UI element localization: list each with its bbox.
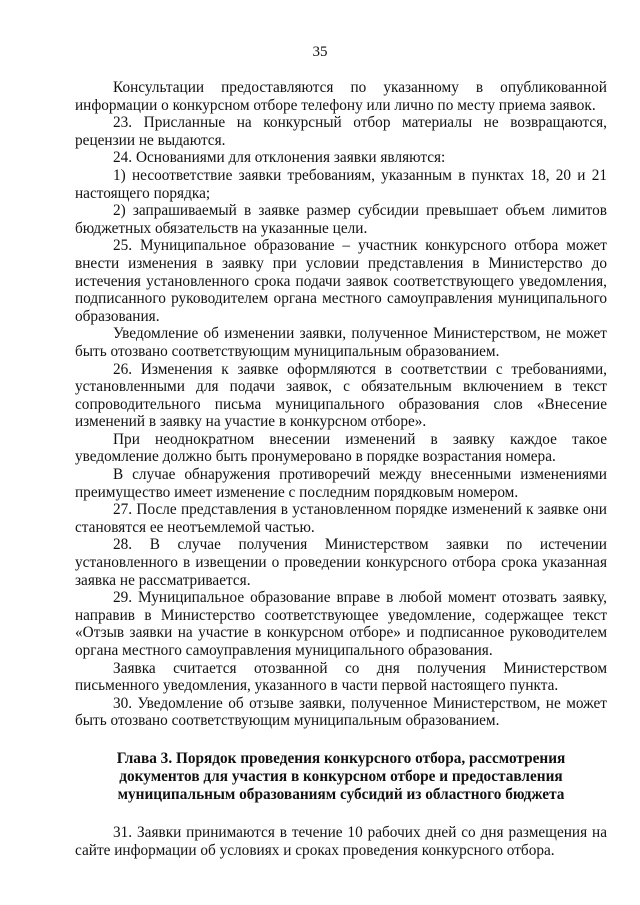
paragraph: 24. Основаниями для отклонения заявки являются: (113, 149, 446, 167)
paragraph: 29. Муниципальное образование вправе в любой момент отозвать заявку, направив в Министерство соответствующее уведомление, содержащее текст «Отзыв заявки на участие в конкурсном отборе» и подписанное руководителем органа местного самоуправления муниципального образования. (75, 589, 607, 659)
paragraph: 23. Присланные на конкурсный отбор материалы не возвращаются, рецензии не выдаются. (75, 114, 607, 149)
paragraph: 31. Заявки принимаются в течение 10 рабочих дней со дня размещения на сайте информации об условиях и сроках проведения конкурсного отбора. (75, 823, 607, 859)
paragraph: В случае обнаружения противоречий между внесенными изменениями преимущество имеет изменение с последним порядковым номером. (75, 466, 607, 501)
document-body (75, 79, 607, 859)
page-number: 35 (312, 44, 328, 60)
paragraph: 28. В случае получения Министерством заявки по истечении установленного в извещении о проведении конкурсного отбора срока указанная заявка не рассматривается. (75, 536, 607, 589)
paragraph: Уведомление об изменении заявки, полученное Министерством, не может быть отозвано соответствующим муниципальным образованием. (75, 325, 607, 360)
paragraph: 1) несоответствие заявки требованиям, указанным в пунктах 18, 20 и 21 настоящего порядка; (75, 166, 607, 202)
paragraph: 30. Уведомление об отзыве заявки, полученное Министерством, не может быть отозвано соответствующим муниципальным образованием. (75, 694, 607, 730)
paragraph: 27. После представления в установленном порядке изменений к заявке они становятся ее неотъемлемой частью. (75, 501, 607, 536)
paragraph: Заявка считается отозванной со дня получения Министерством письменного уведомления, указанного в части первой настоящего пункта. (75, 659, 607, 695)
chapter-heading: Глава 3. Порядок проведения конкурсного отбора, рассмотрения документов для участия в конкурсном отборе и предоставления муниципальным образованиям субсидий из областного бюджета (116, 749, 566, 803)
paragraph: 2) запрашиваемый в заявке размер субсидии превышает объем лимитов бюджетных обязательств на указанные цели. (75, 202, 607, 237)
paragraph: 25. Муниципальное образование – участник конкурсного отбора может внести изменения в заявку при условии представления в Министерство до истечения установленного срока подачи заявок соответствующего уведомления, подписанного руководителем органа местного самоуправления муниципального образования. (75, 237, 607, 325)
paragraph: Консультации предоставляются по указанному в опубликованной информации о конкурсном отборе телефону или лично по месту приема заявок. (75, 79, 607, 114)
paragraph: При неоднократном внесении изменений в заявку каждое такое уведомление должно быть пронумеровано в порядке возрастания номера. (75, 430, 607, 466)
paragraph: 26. Изменения к заявке оформляются в соответствии с требованиями, установленными для подачи заявок, с обязательным включением в текст сопроводительного письма муниципального образования слов «Внесение изменений в заявку на участие в конкурсном отборе». (75, 360, 607, 431)
